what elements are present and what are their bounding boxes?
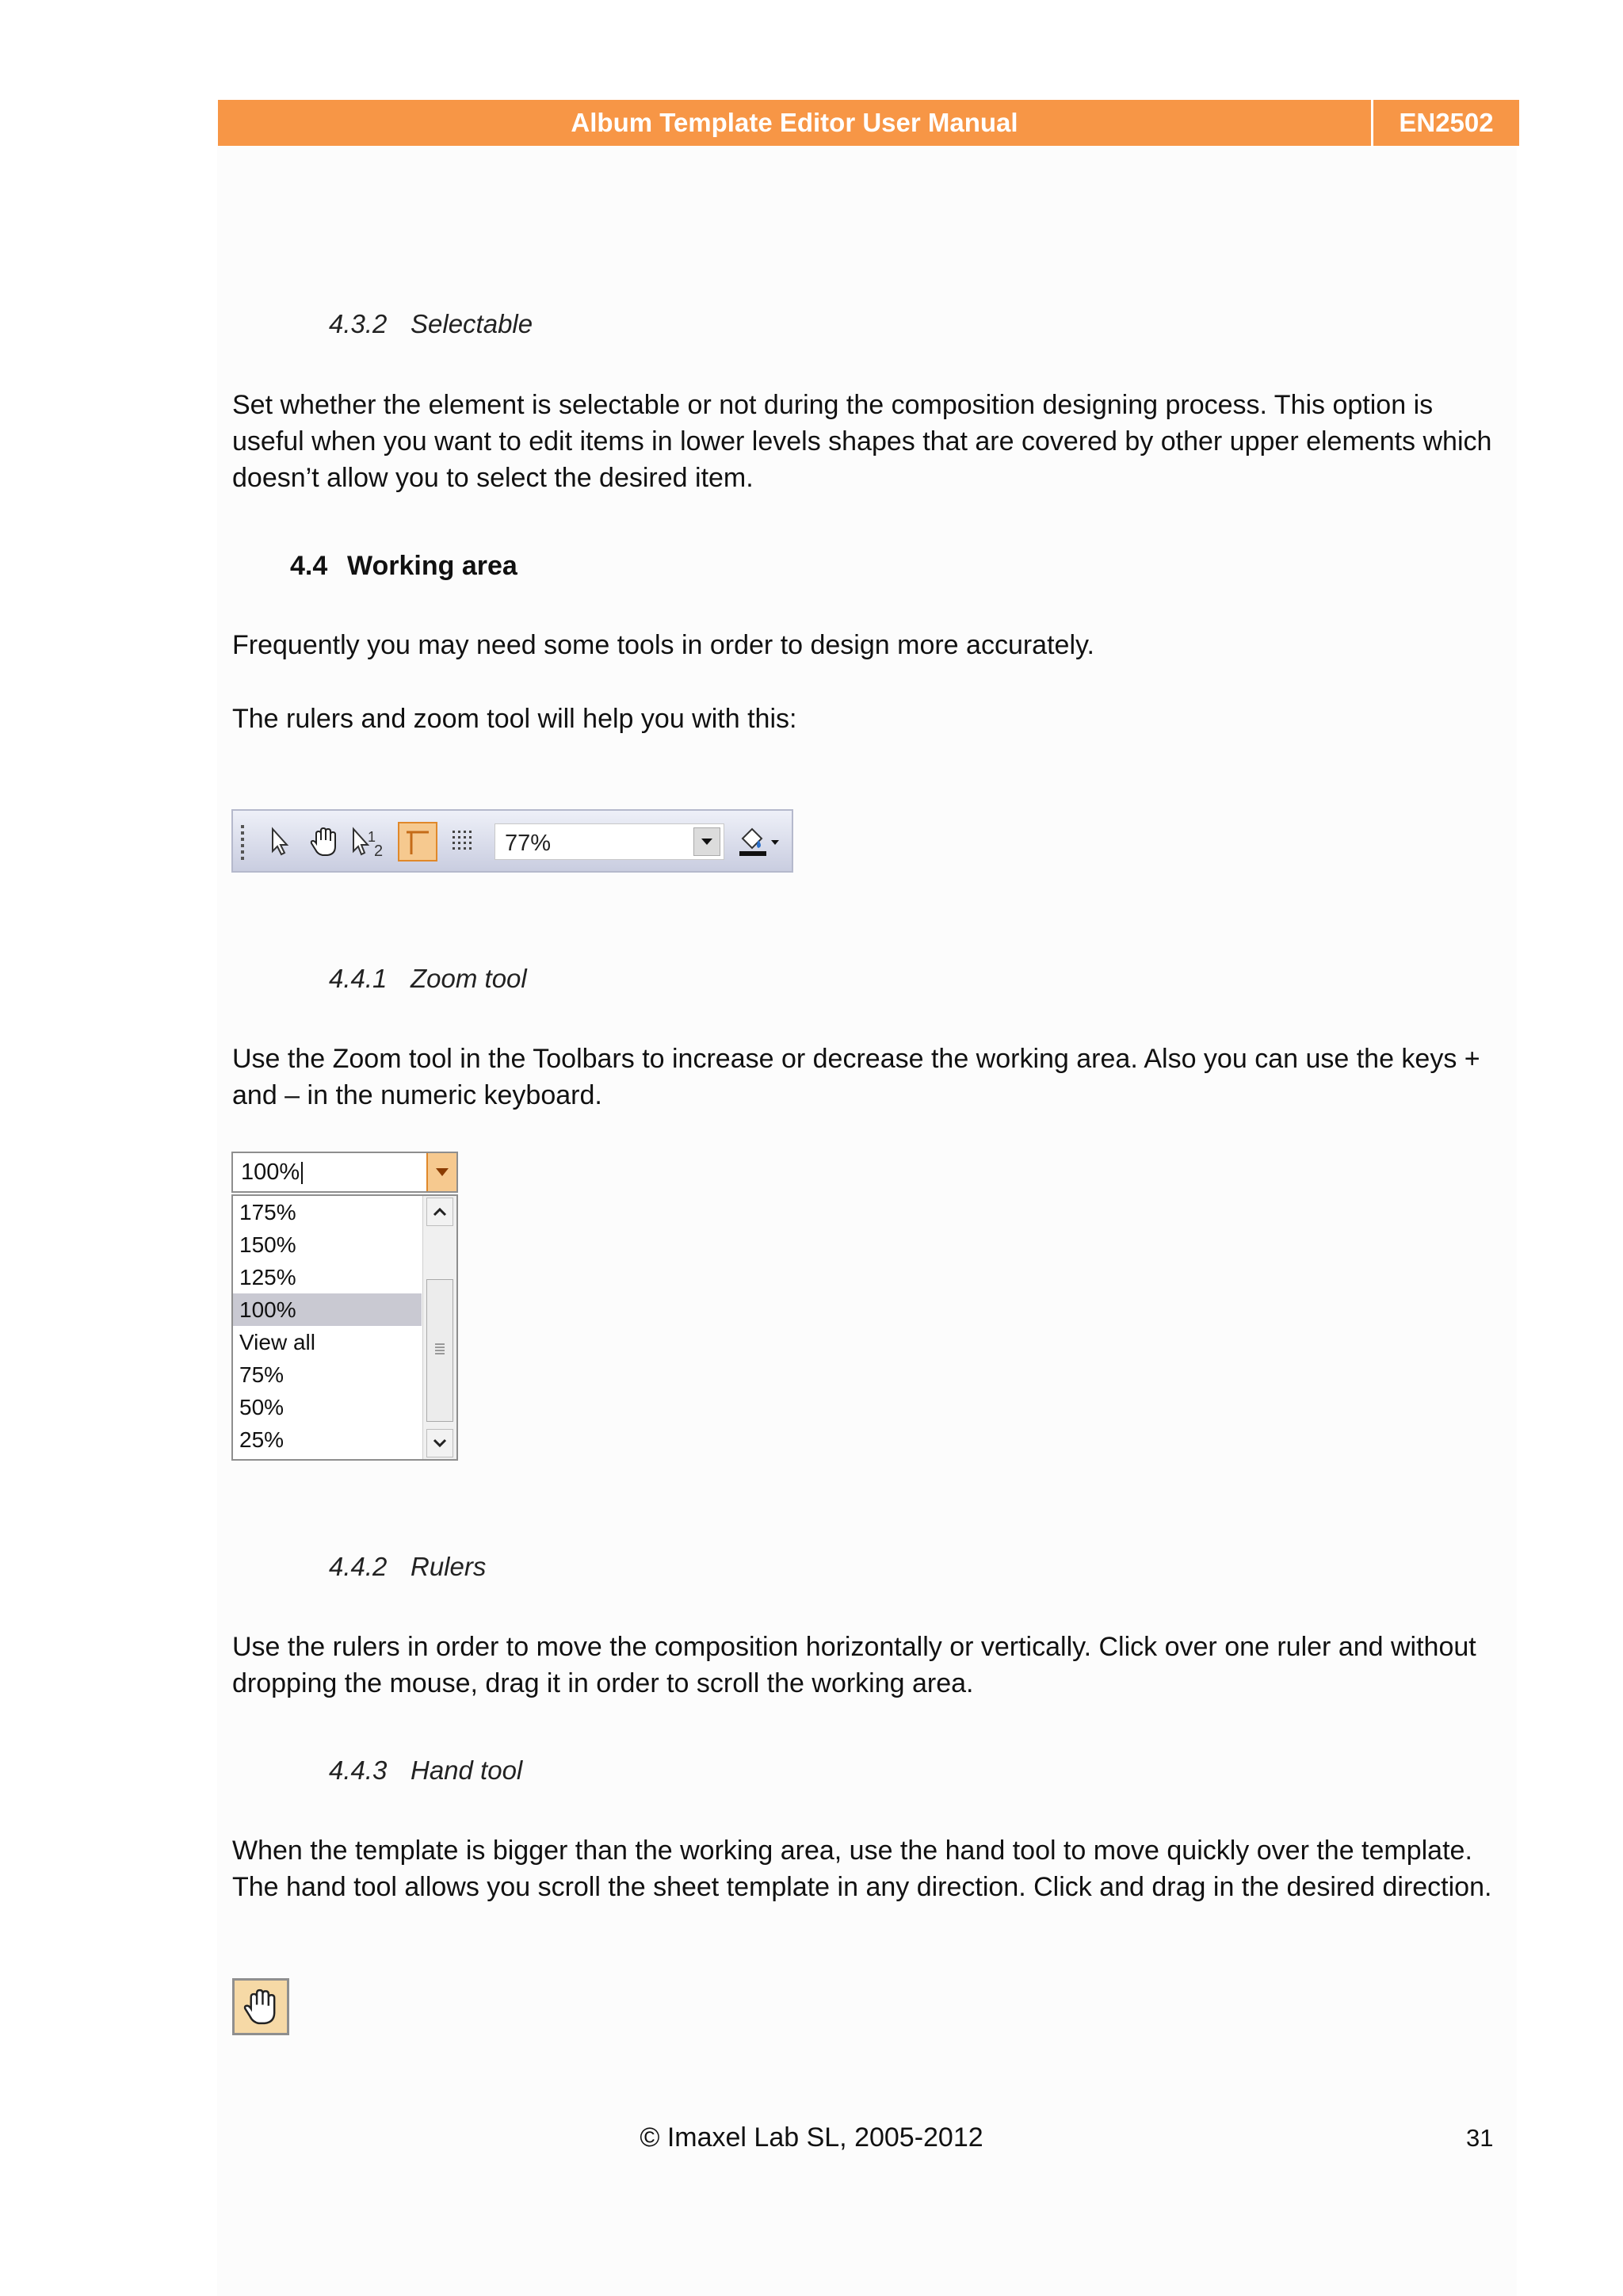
chevron-down-icon[interactable]: [693, 827, 720, 856]
section-number: 4.3.2: [329, 309, 388, 338]
paragraph-working-area-1: Frequently you may need some tools in order to design more accurately.: [232, 630, 1094, 660]
zoom-option[interactable]: 150%: [239, 1232, 296, 1257]
scrollbar[interactable]: [422, 1196, 456, 1459]
svg-text:1: 1: [368, 829, 376, 845]
grip-icon: [435, 1343, 445, 1354]
section-number: 4.4: [290, 551, 328, 581]
hand-icon[interactable]: [304, 822, 344, 861]
heading-rulers: [329, 1552, 486, 1582]
paragraph-rulers: Use the rulers in order to move the composition horizontally or vertically. Click over one ruler and without dropping the mouse, drag it in order to scroll the working area.: [232, 1632, 1476, 1698]
zoom-option[interactable]: 175%: [239, 1200, 296, 1224]
chevron-down-icon[interactable]: [426, 1429, 453, 1457]
zoom-option[interactable]: View all: [239, 1330, 315, 1354]
footer-copyright: © Imaxel Lab SL, 2005-2012: [640, 2122, 983, 2153]
heading-working-area: [290, 551, 517, 582]
zoom-dropdown: [231, 1152, 458, 1461]
scrollbar-thumb[interactable]: [426, 1279, 453, 1422]
zoom-option[interactable]: 75%: [239, 1362, 285, 1387]
paragraph-working-area-2: The rulers and zoom tool will help you with this:: [232, 704, 797, 734]
svg-text:2: 2: [374, 842, 384, 859]
paragraph-selectable: Set whether the element is selectable or not during the composition designing process. This option is useful when you want to edit items in lower levels shapes that are covered by other upper elements which doesn’t allow you to select the desired item.: [232, 390, 1492, 493]
zoom-option[interactable]: 50%: [239, 1395, 285, 1419]
heading-hand-tool: [329, 1755, 522, 1786]
header-bar: [218, 100, 1519, 146]
hand-tool-button[interactable]: [232, 1978, 289, 2035]
section-title: Zoom tool: [411, 964, 527, 993]
grid-icon[interactable]: [444, 822, 483, 861]
section-title: Rulers: [411, 1552, 487, 1581]
zoom-input-value: 100%: [241, 1159, 300, 1185]
hand-icon: [239, 1985, 282, 2028]
section-number: 4.4.2: [329, 1552, 388, 1581]
zoom-options-list: [231, 1194, 458, 1461]
pointer-icon[interactable]: [260, 822, 300, 861]
zoom-option-selected[interactable]: 100%: [233, 1293, 422, 1326]
heading-zoom-tool: [329, 964, 527, 994]
section-number: 4.4.3: [329, 1755, 388, 1785]
working-area-toolbar: [231, 809, 793, 873]
paragraph-zoom-tool: Use the Zoom tool in the Toolbars to increase or decrease the working area. Also you can use the keys + and – in the numeric keyboard.: [232, 1044, 1480, 1110]
fill-color-icon[interactable]: [731, 822, 786, 861]
heading-selectable: [329, 309, 533, 339]
page-number: 31: [1466, 2124, 1494, 2152]
text-caret: [301, 1162, 303, 1184]
paragraph-hand-tool: When the template is bigger than the working area, use the hand tool to move quickly over the template. The hand tool allows you scroll the sheet template in any direction. Click and drag in the desired direction.: [232, 1836, 1492, 1902]
chevron-down-icon[interactable]: [426, 1153, 456, 1191]
zoom-value: 77%: [505, 831, 552, 856]
zoom-option[interactable]: 125%: [239, 1265, 296, 1289]
section-title: Hand tool: [411, 1755, 523, 1785]
section-title: Selectable: [411, 309, 533, 338]
section-number: 4.4.1: [329, 964, 388, 993]
zoom-select[interactable]: [495, 823, 724, 860]
ruler-icon[interactable]: [398, 822, 437, 861]
zoom-input[interactable]: [231, 1152, 458, 1193]
order-numbers-icon[interactable]: [349, 822, 388, 861]
zoom-option[interactable]: 25%: [239, 1427, 285, 1452]
chevron-up-icon[interactable]: [426, 1198, 453, 1226]
document-code: EN2502: [1399, 108, 1494, 137]
section-title: Working area: [347, 551, 517, 581]
toolbar-grip[interactable]: [241, 825, 244, 860]
document-title: Album Template Editor User Manual: [571, 108, 1018, 137]
